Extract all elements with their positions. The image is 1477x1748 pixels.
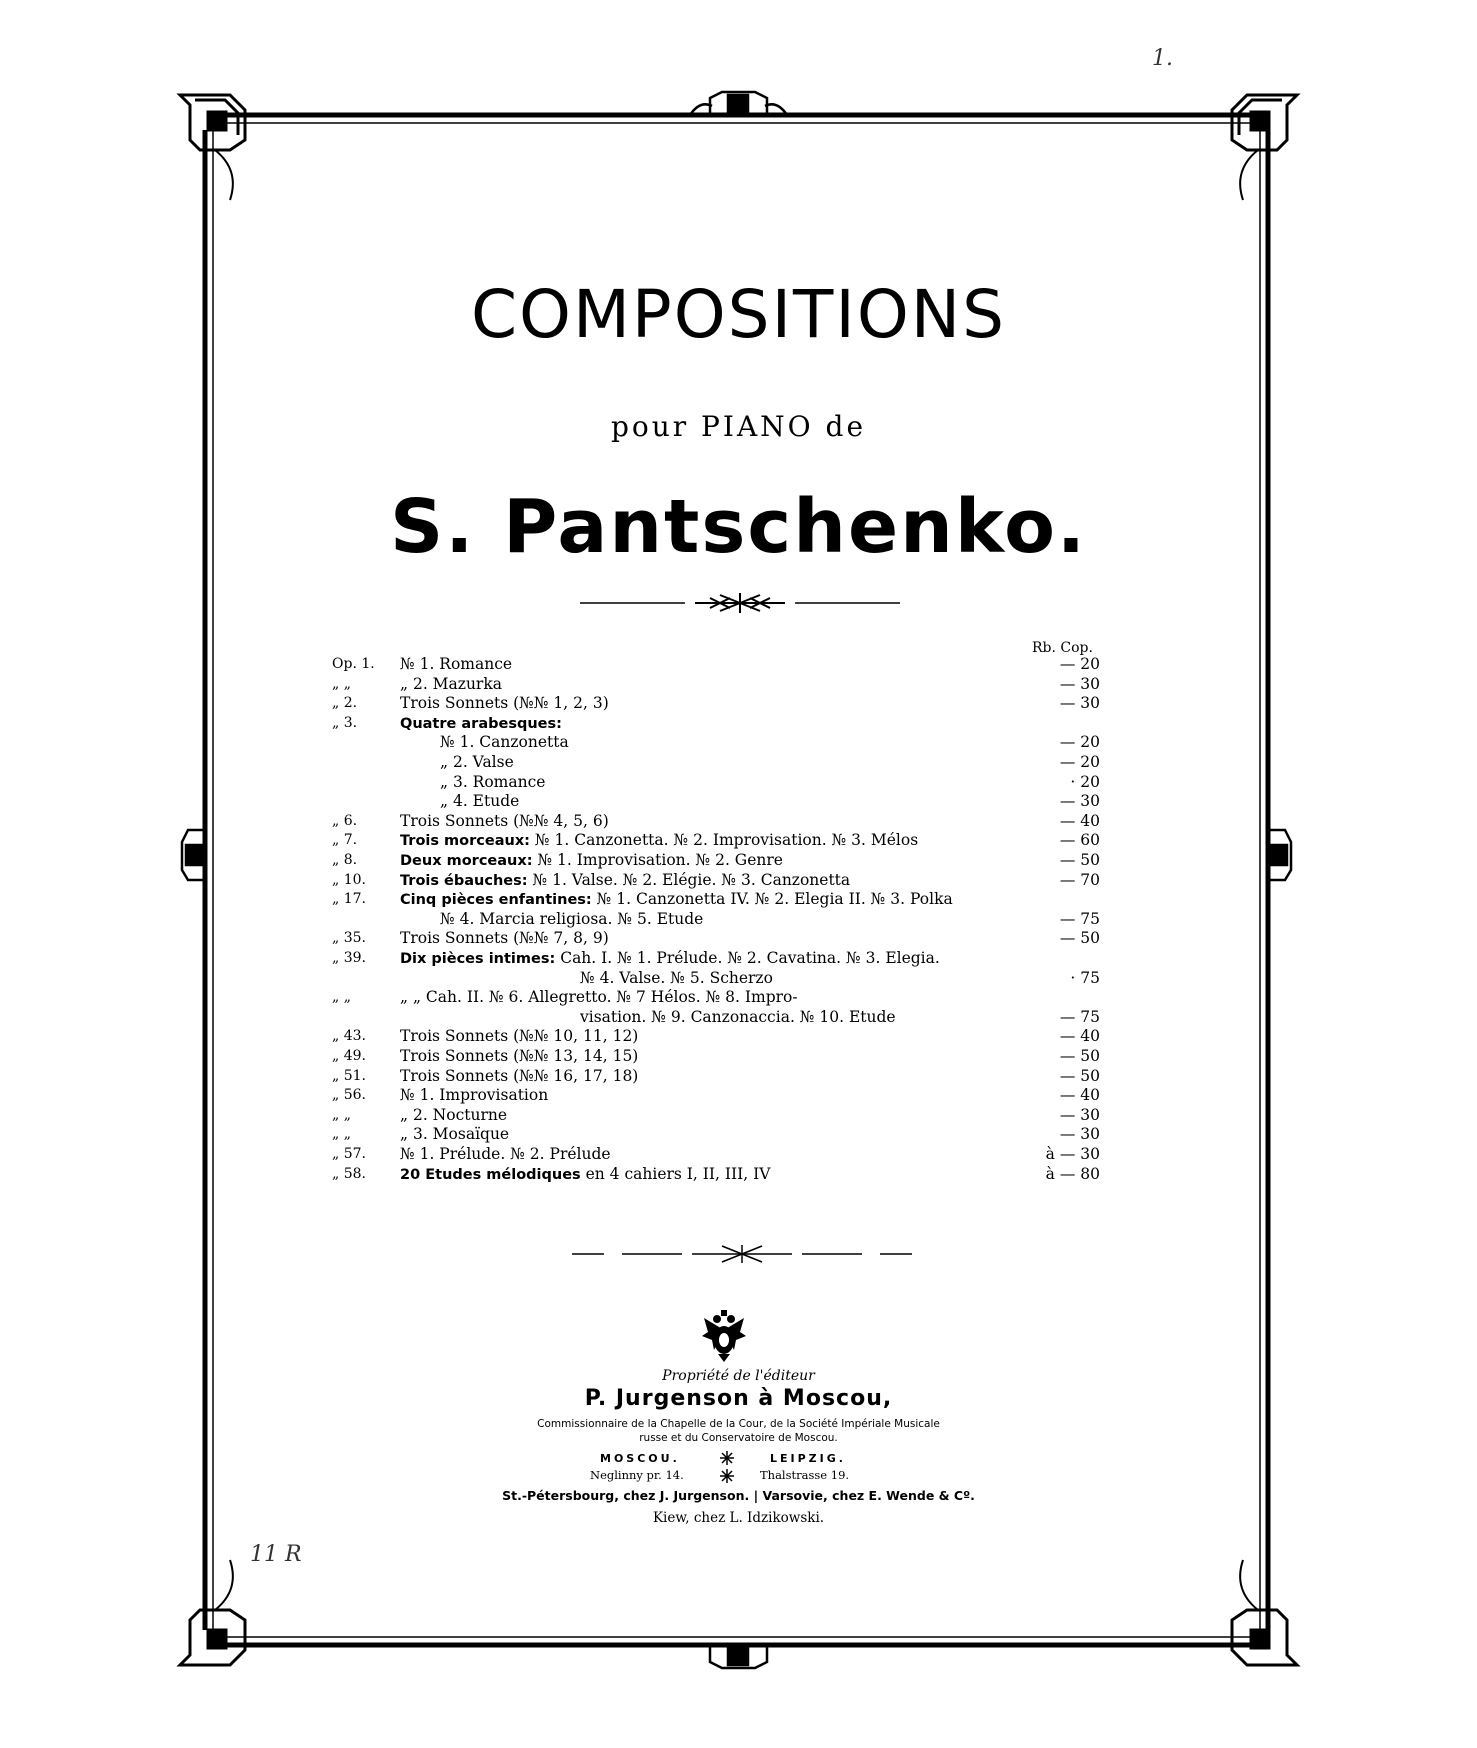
catalog-title: Trois Sonnets (№№ 7, 8, 9) (400, 928, 1040, 948)
catalog-row (0, 1144, 1477, 1164)
catalog-price: — 75 (1059, 909, 1100, 928)
catalog-price: — 30 (1059, 694, 1100, 713)
composer-name: S. Pantschenko. (389, 484, 1088, 570)
catalog-opus-number: „ 6. (332, 812, 358, 829)
catalog-title: № 1. Prélude. № 2. Prélude (400, 1144, 1040, 1164)
catalog-row (0, 850, 1477, 870)
catalog-opus-number: „ „ (332, 1126, 351, 1143)
catalog-title: visation. № 9. Canzonaccia. № 10. Etude (580, 1007, 1040, 1027)
imperial-eagle-emblem (700, 1310, 748, 1362)
catalog-title: „ 2. Mazurka (400, 674, 1040, 694)
catalog-title: Quatre arabesques: (400, 713, 1060, 733)
catalog-price: — 30 (1059, 1105, 1100, 1124)
page-title: COMPOSITIONS (470, 276, 1007, 353)
catalog-title: Deux morceaux: № 1. Improvisation. № 2. Genre (400, 850, 1040, 870)
catalog-opus-number: „ 10. (332, 871, 366, 888)
catalog-row (0, 713, 1477, 733)
catalog-title: Dix pièces intimes: Cah. I. № 1. Prélude. № 2. Cavatina. № 3. Elegia. (400, 948, 1060, 968)
catalog-title: № 1. Improvisation (400, 1085, 1040, 1105)
catalog-title: 20 Etudes mélodiques en 4 cahiers I, II, III, IV (400, 1164, 1040, 1184)
catalog-opus-number: „ „ (332, 675, 351, 692)
catalog-opus-number: „ 7. (332, 832, 358, 849)
catalog-price: — 30 (1059, 1125, 1100, 1144)
catalog-opus-number: „ „ (332, 1106, 351, 1123)
city-leipzig: LEIPZIG. (770, 1452, 846, 1465)
catalog-title: Trois Sonnets (№№ 16, 17, 18) (400, 1066, 1040, 1086)
catalog-row (0, 752, 1477, 772)
page-subtitle: pour PIANO de (610, 410, 867, 443)
catalog-title: Trois Sonnets (№№ 10, 11, 12) (400, 1026, 1040, 1046)
catalog-row (0, 948, 1477, 968)
catalog-title: „ 2. Nocturne (400, 1105, 1040, 1125)
catalog-opus-number: „ „ (332, 989, 351, 1006)
catalog-opus-number: „ 17. (332, 891, 366, 908)
city-moscow: MOSCOU. (600, 1452, 680, 1465)
catalog-title: „ 2. Valse (440, 752, 1040, 772)
catalog-title: „ 3. Mosaïque (400, 1124, 1040, 1144)
catalog-opus-number: „ 57. (332, 1146, 366, 1162)
catalog-opus-number: „ 2. (332, 695, 358, 712)
publisher-name: P. Jurgenson à Moscou, (584, 1386, 893, 1411)
price-header: Rb. Cop. (1032, 640, 1093, 656)
catalog-row (0, 654, 1477, 674)
catalog-price: — 20 (1059, 655, 1100, 673)
catalog-price: — 20 (1059, 753, 1100, 771)
catalog-row (0, 968, 1477, 988)
catalog-opus-number: „ 35. (332, 930, 366, 947)
catalog-row (0, 1164, 1477, 1184)
catalog-row (0, 732, 1477, 752)
catalog-price: — 50 (1059, 929, 1100, 948)
catalog-title: Trois Sonnets (№№ 13, 14, 15) (400, 1046, 1040, 1066)
catalog-title: Trois morceaux: № 1. Canzonetta. № 2. Improvisation. № 3. Mélos (400, 830, 1040, 850)
addr-moscow: Neglinny pr. 14. (590, 1468, 684, 1482)
catalog-row (0, 830, 1477, 850)
catalog-row (0, 1066, 1477, 1086)
catalog-title: № 1. Canzonetta (440, 732, 1040, 752)
catalog-price: — 50 (1059, 851, 1100, 869)
catalog-price: · 20 (1070, 772, 1100, 791)
catalog-price: · 75 (1070, 968, 1100, 987)
catalog-title: Trois Sonnets (№№ 4, 5, 6) (400, 811, 1040, 831)
catalog-price: — 40 (1059, 1086, 1100, 1105)
catalog-title: Trois Sonnets (№№ 1, 2, 3) (400, 693, 1040, 713)
catalog-row (0, 772, 1477, 792)
catalog-price: — 30 (1059, 792, 1100, 811)
catalog-row (0, 928, 1477, 948)
catalog-row (0, 693, 1477, 713)
catalog-title: „ 4. Etude (440, 791, 1040, 811)
catalog-row (0, 889, 1477, 909)
catalog-price: — 75 (1059, 1007, 1100, 1026)
catalog-title: „ „ Cah. II. № 6. Allegretto. № 7 Hélos. № 8. Impro- (400, 987, 1060, 1007)
catalog-row (0, 811, 1477, 831)
catalog-opus-number: „ 3. (332, 714, 358, 731)
catalog-opus-number: „ 58. (332, 1165, 366, 1182)
catalog-title: Trois ébauches: № 1. Valse. № 2. Elégie. № 3. Canzonetta (400, 870, 1040, 890)
catalog-row (0, 1105, 1477, 1125)
publisher-line-2: russe et du Conservatoire de Moscou. (639, 1432, 838, 1444)
catalog-row (0, 870, 1477, 890)
catalog-title: № 4. Valse. № 5. Scherzo (580, 968, 1040, 988)
addr-leipzig: Thalstrasse 19. (760, 1468, 850, 1482)
margin-note-bottom-left: 11 R (250, 1542, 302, 1567)
catalog-opus-number: „ 56. (332, 1087, 366, 1104)
catalog-opus-number: „ 51. (332, 1067, 366, 1084)
catalog-row (0, 791, 1477, 811)
catalog-opus-number: „ 43. (332, 1028, 366, 1045)
catalog-row (0, 909, 1477, 929)
catalog-price: — 50 (1059, 1047, 1100, 1065)
catalog-price: — 50 (1059, 1066, 1100, 1085)
catalog-row (0, 1007, 1477, 1027)
catalog-opus-number: „ 49. (332, 1048, 366, 1064)
catalog-opus-number: Op. 1. (332, 656, 375, 672)
catalog-price: à — 80 (1045, 1164, 1100, 1183)
catalog-price: — 70 (1059, 870, 1100, 889)
divider-ornament-bottom (572, 1244, 912, 1264)
catalog-title: № 4. Marcia religiosa. № 5. Etude (440, 909, 1040, 929)
catalog-opus-number: „ 39. (332, 950, 366, 966)
margin-note-top-right: 1. (1152, 46, 1173, 71)
catalog-row (0, 1085, 1477, 1105)
catalog-price: — 40 (1059, 1027, 1100, 1046)
catalog-price: — 40 (1059, 811, 1100, 830)
catalog-row (0, 674, 1477, 694)
catalog-row (0, 1046, 1477, 1066)
catalog-title: „ 3. Romance (440, 772, 1040, 792)
publisher-line-3: St.-Pétersbourg, chez J. Jurgenson. | Varsovie, chez E. Wende & Cº. (502, 1488, 975, 1503)
catalog-price: — 60 (1059, 831, 1100, 850)
catalog-price: à — 30 (1045, 1145, 1100, 1163)
divider-star-icon (718, 1450, 736, 1484)
catalog-title: Cinq pièces enfantines: № 1. Canzonetta IV. № 2. Elegia II. № 3. Polka (400, 889, 1060, 909)
catalog-title: № 1. Romance (400, 654, 1040, 674)
catalog-row (0, 987, 1477, 1007)
catalog-row (0, 1124, 1477, 1144)
catalog-price: — 20 (1059, 733, 1100, 752)
catalog-row (0, 1026, 1477, 1046)
publisher-property-note: Propriété de l'éditeur (662, 1368, 815, 1384)
catalog-opus-number: „ 8. (332, 852, 358, 868)
publisher-line-4: Kiew, chez L. Idzikowski. (652, 1510, 825, 1526)
publisher-line-1: Commissionnaire de la Chapelle de la Cour, de la Société Impériale Musicale (537, 1418, 940, 1430)
catalog-price: — 30 (1059, 674, 1100, 693)
